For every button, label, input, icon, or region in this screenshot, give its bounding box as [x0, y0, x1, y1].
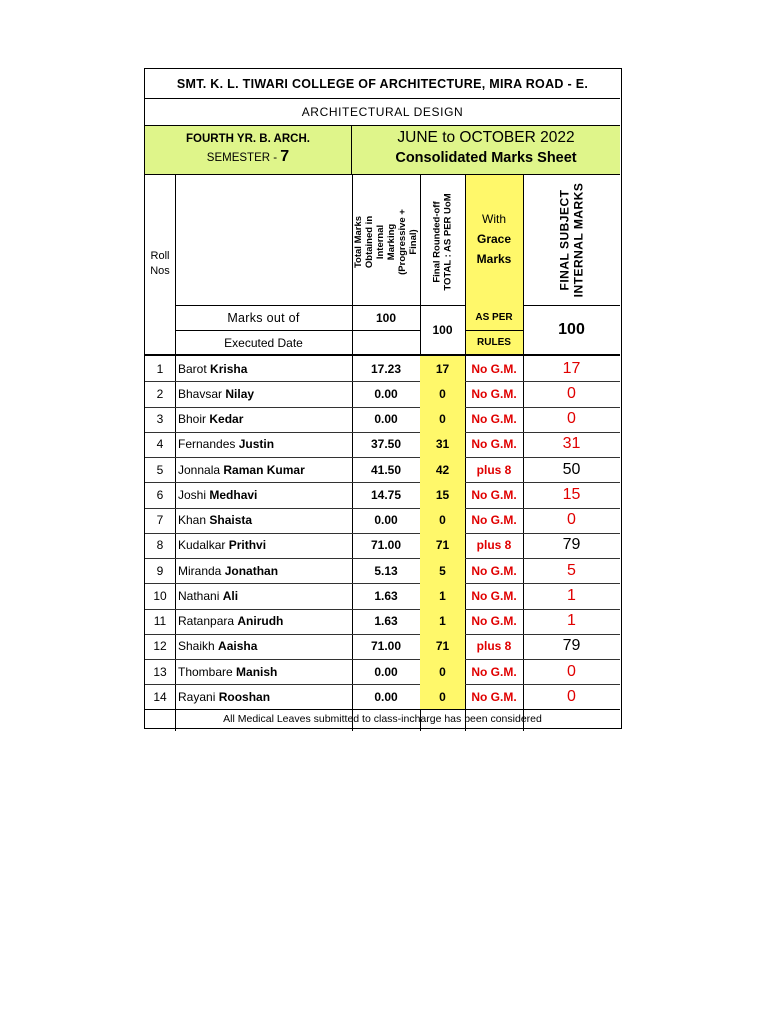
- marks-sheet: [144, 68, 622, 729]
- total-marks: 0.00: [374, 386, 398, 401]
- final-marks: 79: [562, 637, 581, 655]
- table-row: [145, 609, 620, 634]
- rounded-marks: 0: [420, 508, 465, 533]
- final-marks: 5: [567, 561, 576, 579]
- student-first-name: Manish: [236, 664, 278, 679]
- final-marks: 1: [567, 586, 576, 604]
- grace-marks: No G.M.: [471, 361, 517, 376]
- marks-out-of-grace-top: AS PER: [475, 311, 513, 323]
- final-marks: 0: [567, 384, 576, 402]
- total-marks: 14.75: [370, 487, 402, 502]
- semester-label: [145, 147, 351, 168]
- final-marks: 31: [562, 435, 581, 453]
- year-label: FOURTH YR. B. ARCH.: [186, 133, 310, 145]
- table-row: [145, 583, 620, 608]
- rounded-marks: 71: [420, 634, 465, 659]
- student-surname: Bhavsar: [178, 386, 223, 401]
- table-row: [145, 381, 620, 406]
- table-row: [145, 407, 620, 432]
- rounded-marks: 71: [420, 533, 465, 558]
- student-surname: Joshi: [178, 487, 207, 502]
- student-surname: Shaikh: [178, 639, 215, 654]
- total-marks: 0.00: [374, 689, 398, 704]
- student-surname: Khan: [178, 513, 207, 528]
- marks-out-of-final: 100: [558, 321, 585, 338]
- student-name: [178, 659, 350, 684]
- rounded-marks: 0: [420, 659, 465, 684]
- grace-marks: No G.M.: [471, 487, 517, 502]
- grace-marks: plus 8: [476, 639, 512, 654]
- student-surname: Ratanpara: [178, 614, 235, 629]
- rounded-marks: 5: [420, 558, 465, 583]
- student-first-name: Rooshan: [218, 689, 271, 704]
- total-marks: 71.00: [370, 538, 402, 553]
- rounded-marks: 15: [420, 482, 465, 507]
- marks-out-of-rounded: 100: [432, 323, 453, 337]
- grace-marks: plus 8: [476, 462, 512, 477]
- total-marks: 17.23: [370, 361, 402, 376]
- final-marks-header: [523, 177, 620, 303]
- total-marks: 0.00: [374, 513, 398, 528]
- student-surname: Thombare: [178, 664, 233, 679]
- semester-prefix: SEMESTER -: [206, 152, 281, 164]
- roll-number: 2: [156, 386, 164, 401]
- student-surname: Fernandes: [178, 437, 236, 452]
- final-marks: 50: [562, 460, 581, 478]
- grace-marks: No G.M.: [471, 588, 517, 603]
- student-first-name: Ali: [222, 588, 239, 603]
- roll-number: 4: [156, 437, 164, 452]
- student-first-name: Kedar: [209, 412, 244, 427]
- marks-out-of-total: 100: [375, 311, 397, 325]
- rounded-header-line2: TOTAL : AS PER UoM: [442, 193, 454, 291]
- total-marks: 37.50: [370, 437, 402, 452]
- college-title: SMT. K. L. TIWARI COLLEGE OF ARCHITECTURE, MIRA ROAD - E.: [176, 76, 589, 91]
- rounded-marks: 31: [420, 432, 465, 457]
- grace-marks: No G.M.: [471, 513, 517, 528]
- student-surname: Barot: [178, 361, 207, 376]
- student-first-name: Aaisha: [218, 639, 258, 654]
- student-name: [178, 407, 350, 432]
- grace-marks: No G.M.: [471, 563, 517, 578]
- student-first-name: Krisha: [210, 361, 248, 376]
- table-row: [145, 659, 620, 684]
- student-name: [178, 457, 350, 482]
- final-header-line2: INTERNAL MARKS: [571, 182, 586, 298]
- final-marks: 0: [567, 662, 576, 680]
- rounded-marks: 17: [420, 356, 465, 381]
- table-row: [145, 634, 620, 659]
- student-surname: Bhoir: [178, 412, 207, 427]
- student-first-name: Raman Kumar: [223, 462, 305, 477]
- final-marks: 79: [562, 536, 581, 554]
- student-first-name: Justin: [238, 437, 275, 452]
- executed-date-label: Executed Date: [224, 335, 303, 350]
- student-surname: Miranda: [178, 563, 222, 578]
- roll-number: 13: [153, 664, 167, 679]
- table-row: [145, 482, 620, 507]
- period-block: [352, 128, 620, 174]
- period-label: JUNE to OCTOBER 2022: [397, 129, 575, 146]
- roll-number: 3: [156, 412, 164, 427]
- final-marks: 1: [567, 612, 576, 630]
- table-row: [145, 533, 620, 558]
- grace-marks: No G.M.: [471, 412, 517, 427]
- grace-marks: No G.M.: [471, 614, 517, 629]
- grace-header-grace: Grace: [476, 232, 512, 246]
- grace-header-marks: Marks: [476, 252, 512, 266]
- student-name: [178, 634, 350, 659]
- total-marks: 1.63: [374, 614, 398, 629]
- student-name: [178, 482, 350, 507]
- student-surname: Rayani: [178, 689, 216, 704]
- rounded-marks: 0: [420, 407, 465, 432]
- rounded-marks: 1: [420, 583, 465, 608]
- total-marks-header-text: Total Marks Obtained in Internal Marking (Progressive + Final): [353, 209, 419, 275]
- grace-marks: No G.M.: [471, 664, 517, 679]
- table-row: [145, 508, 620, 533]
- student-name: [178, 356, 350, 381]
- student-surname: Nathani: [178, 588, 220, 603]
- roll-number: 10: [153, 588, 167, 603]
- final-marks: 0: [567, 511, 576, 529]
- total-marks: 0.00: [374, 412, 398, 427]
- roll-number: 12: [153, 639, 167, 654]
- roll-number: 9: [156, 563, 164, 578]
- grace-marks: No G.M.: [471, 689, 517, 704]
- student-name: [178, 533, 350, 558]
- footer-note: All Medical Leaves submitted to class-incharge has been considered: [223, 713, 542, 725]
- marks-out-of-grace-bottom: RULES: [477, 337, 511, 348]
- roll-nos-header: [145, 249, 175, 279]
- student-name: [178, 684, 350, 709]
- total-marks: 71.00: [370, 639, 402, 654]
- student-first-name: Anirudh: [237, 614, 284, 629]
- rounded-marks: 0: [420, 684, 465, 709]
- marks-out-of-label: Marks out of: [227, 311, 300, 325]
- grace-marks: No G.M.: [471, 386, 517, 401]
- roll-number: 7: [156, 513, 164, 528]
- roll-number: 14: [153, 689, 167, 704]
- table-row: [145, 457, 620, 482]
- grace-marks: No G.M.: [471, 437, 517, 452]
- student-name: [178, 609, 350, 634]
- roll-number: 8: [156, 538, 164, 553]
- student-name: [178, 381, 350, 406]
- table-row: [145, 558, 620, 583]
- sheet-title: Consolidated Marks Sheet: [395, 150, 577, 166]
- student-first-name: Nilay: [225, 386, 255, 401]
- roll-number: 1: [156, 361, 164, 376]
- roll-number: 5: [156, 462, 164, 477]
- final-marks: 0: [567, 687, 576, 705]
- final-header-line1: FINAL SUBJECT: [557, 189, 572, 291]
- rounded-header: [420, 179, 465, 305]
- total-marks-header: [352, 179, 420, 305]
- roll-number: 6: [156, 487, 164, 502]
- student-surname: Jonnala: [178, 462, 221, 477]
- table-row: [145, 684, 620, 709]
- total-marks: 0.00: [374, 664, 398, 679]
- student-surname: Kudalkar: [178, 538, 226, 553]
- year-semester-block: [145, 129, 351, 173]
- student-name: [178, 508, 350, 533]
- student-name: [178, 432, 350, 457]
- grace-marks: plus 8: [476, 538, 512, 553]
- rounded-marks: 42: [420, 457, 465, 482]
- total-marks: 1.63: [374, 588, 398, 603]
- student-first-name: Shaista: [209, 513, 253, 528]
- student-first-name: Prithvi: [228, 538, 267, 553]
- final-marks: 15: [562, 485, 581, 503]
- final-marks: 17: [562, 359, 581, 377]
- roll-number: 11: [153, 614, 167, 629]
- final-marks: 0: [567, 410, 576, 428]
- rounded-header-line1: Final Rounded-off: [431, 201, 443, 283]
- student-rows: [145, 356, 620, 709]
- student-name: [178, 583, 350, 608]
- student-first-name: Jonathan: [224, 563, 279, 578]
- student-name: [178, 558, 350, 583]
- total-marks: 5.13: [374, 563, 398, 578]
- grace-header: [465, 209, 523, 269]
- roll-nos-text: Roll Nos: [150, 250, 170, 277]
- student-first-name: Medhavi: [209, 487, 258, 502]
- total-marks: 41.50: [370, 462, 402, 477]
- table-row: [145, 432, 620, 457]
- rounded-marks: 0: [420, 381, 465, 406]
- rounded-marks: 1: [420, 609, 465, 634]
- semester-number: 7: [280, 148, 290, 165]
- grace-header-with: With: [482, 212, 506, 226]
- department-title: ARCHITECTURAL DESIGN: [301, 104, 464, 119]
- table-row: [145, 356, 620, 381]
